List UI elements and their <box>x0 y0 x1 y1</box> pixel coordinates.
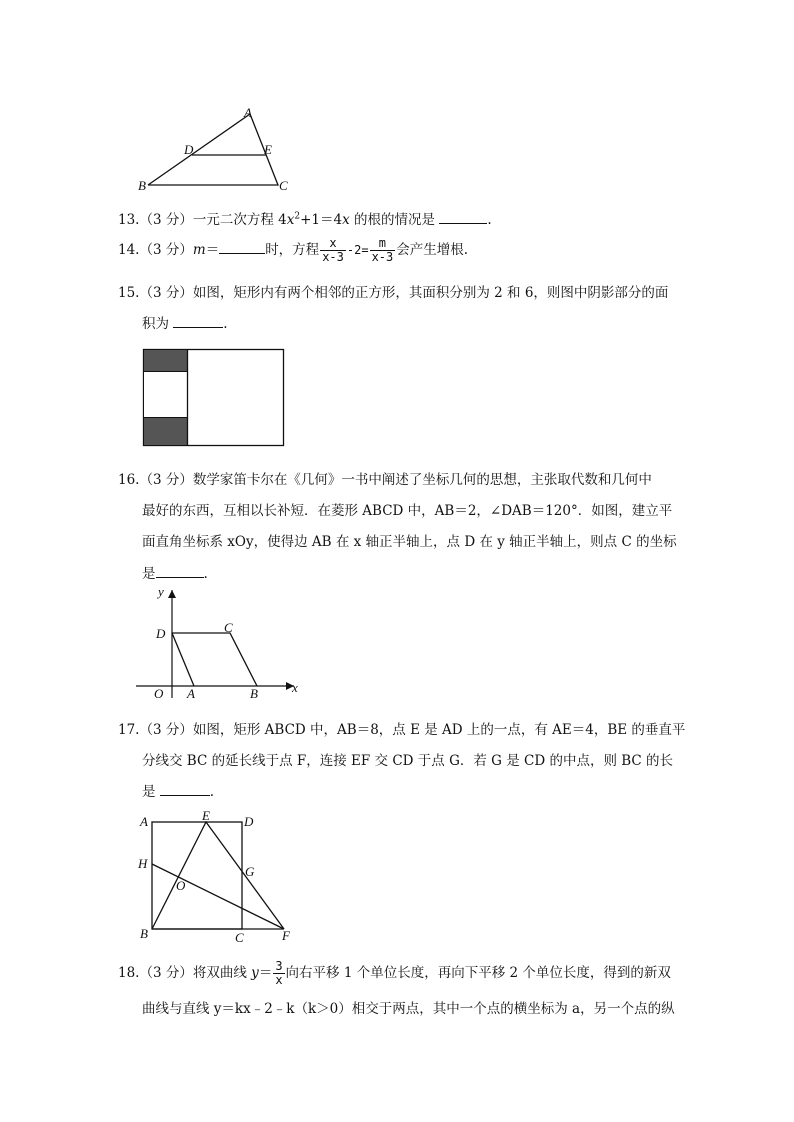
fraction <box>320 237 346 264</box>
answer-blank[interactable] <box>439 211 487 224</box>
question-15 <box>118 281 668 301</box>
label-A: A <box>244 105 252 120</box>
label-O: O <box>176 878 186 893</box>
label-B: B <box>250 686 258 700</box>
q18-text: 向右平移 1 个单位长度，再向下平移 2 个单位长度，得到的新双 <box>285 965 671 981</box>
coordinate-rhombus-figure <box>132 582 312 700</box>
fraction-numerator: m <box>370 237 396 251</box>
fraction-numerator: 3 <box>275 959 283 973</box>
triangle-figure <box>130 100 300 196</box>
question-15-cont <box>142 312 228 332</box>
var-y: y <box>251 965 259 981</box>
question-18 <box>118 960 671 987</box>
q-score: （3 分） <box>139 285 193 301</box>
question-13 <box>118 208 492 228</box>
question-16-cont <box>142 499 672 519</box>
q16-text: 最好的东西，互相以长补短．在菱形 ABCD 中，AB＝2，∠DAB＝120°．如图，建立平 <box>142 503 673 519</box>
answer-blank[interactable] <box>173 315 223 328</box>
q14-text: ＝ <box>205 242 220 258</box>
q13-text: +1＝4 <box>300 212 343 228</box>
question-17 <box>118 718 685 738</box>
question-17-cont <box>142 749 673 769</box>
q14-text: -2= <box>346 243 369 257</box>
period: . <box>209 784 215 800</box>
question-16-cont <box>142 562 208 582</box>
q16-text: 数学家笛卡尔在《几何》一书中阐述了坐标几何的思想，主张取代数和几何中 <box>192 472 652 488</box>
axis-x-label: x <box>292 680 298 695</box>
fraction-denominator: x-3 <box>371 250 394 264</box>
q-score: （3 分） <box>139 212 193 228</box>
q-score: （3 分） <box>139 722 193 738</box>
q13-text: 的根的情况是 <box>349 212 440 228</box>
label-G: G <box>245 864 255 879</box>
q-number: 16. <box>118 472 140 488</box>
q17-text: 分线交 BC 的延长线于点 F，连接 EF 交 CD 于点 G．若 G 是 CD 的中点，则 BC 的长 <box>142 753 674 769</box>
period: . <box>487 212 492 228</box>
var-x: x <box>342 212 350 228</box>
q-score: （3 分） <box>139 472 193 488</box>
q-number: 14. <box>118 242 140 258</box>
label-E: E <box>264 142 272 157</box>
label-A: A <box>187 686 195 700</box>
fraction-denominator: x <box>275 973 283 987</box>
answer-blank[interactable] <box>156 565 204 578</box>
label-O: O <box>154 686 164 700</box>
question-14 <box>118 237 468 264</box>
q18-text: 曲线与直线 y＝kx﹣2﹣k（k＞0）相交于两点，其中一个点的横坐标为 a，另一个点的纵 <box>142 1001 675 1017</box>
q17-text: 如图，矩形 ABCD 中，AB＝8，点 E 是 AD 上的一点，有 AE＝4，BE 的垂直平 <box>192 722 686 738</box>
q14-text: 时，方程 <box>265 242 320 258</box>
label-C: C <box>224 620 233 635</box>
label-A: A <box>140 814 148 829</box>
fraction-denominator: x-3 <box>322 250 344 264</box>
label-F: F <box>282 928 290 943</box>
fraction <box>370 237 396 264</box>
question-17-cont <box>142 780 214 800</box>
q-score: （3 分） <box>139 242 193 258</box>
label-D: D <box>244 814 254 829</box>
q18-text: 将双曲线 <box>192 965 252 981</box>
exponent: 2 <box>294 211 301 222</box>
var-x: x <box>286 212 295 228</box>
question-16 <box>118 468 652 488</box>
q16-text: 是 <box>142 566 156 582</box>
label-C: C <box>279 178 288 193</box>
q-number: 15. <box>118 285 140 301</box>
fraction <box>273 960 284 987</box>
q-score: （3 分） <box>139 965 193 981</box>
answer-blank[interactable] <box>160 783 210 796</box>
q-number: 13. <box>118 212 140 228</box>
rectangle-squares-figure <box>140 346 290 450</box>
q17-text: 是 <box>142 784 160 800</box>
q13-text: 一元二次方程 4 <box>192 212 287 228</box>
label-D: D <box>156 626 166 641</box>
label-B: B <box>140 926 148 941</box>
answer-blank[interactable] <box>219 241 265 254</box>
question-16-cont <box>142 530 677 550</box>
label-B: B <box>138 178 146 193</box>
q16-text: 面直角坐标系 xOy，使得边 AB 在 x 轴正半轴上，点 D 在 y 轴正半轴上，则点 C 的坐标 <box>142 534 677 550</box>
label-H: H <box>138 856 148 871</box>
q-number: 18. <box>118 965 140 981</box>
period: . <box>203 566 208 582</box>
equals: ＝ <box>258 965 273 981</box>
label-C: C <box>235 930 244 945</box>
period: . <box>223 316 228 332</box>
label-D: D <box>184 142 194 157</box>
label-E: E <box>202 808 210 823</box>
q14-text: 会产生增根. <box>396 242 469 258</box>
var-m: m <box>192 242 206 258</box>
q15-text: 积为 <box>142 316 174 332</box>
q-number: 17. <box>118 722 140 738</box>
fraction-numerator: x <box>320 237 346 251</box>
question-18-cont <box>142 997 675 1017</box>
rectangle-fold-figure <box>134 806 304 946</box>
q15-text: 如图，矩形内有两个相邻的正方形，其面积分别为 2 和 6，则图中阴影部分的面 <box>192 285 669 301</box>
axis-y-label: y <box>158 584 164 599</box>
